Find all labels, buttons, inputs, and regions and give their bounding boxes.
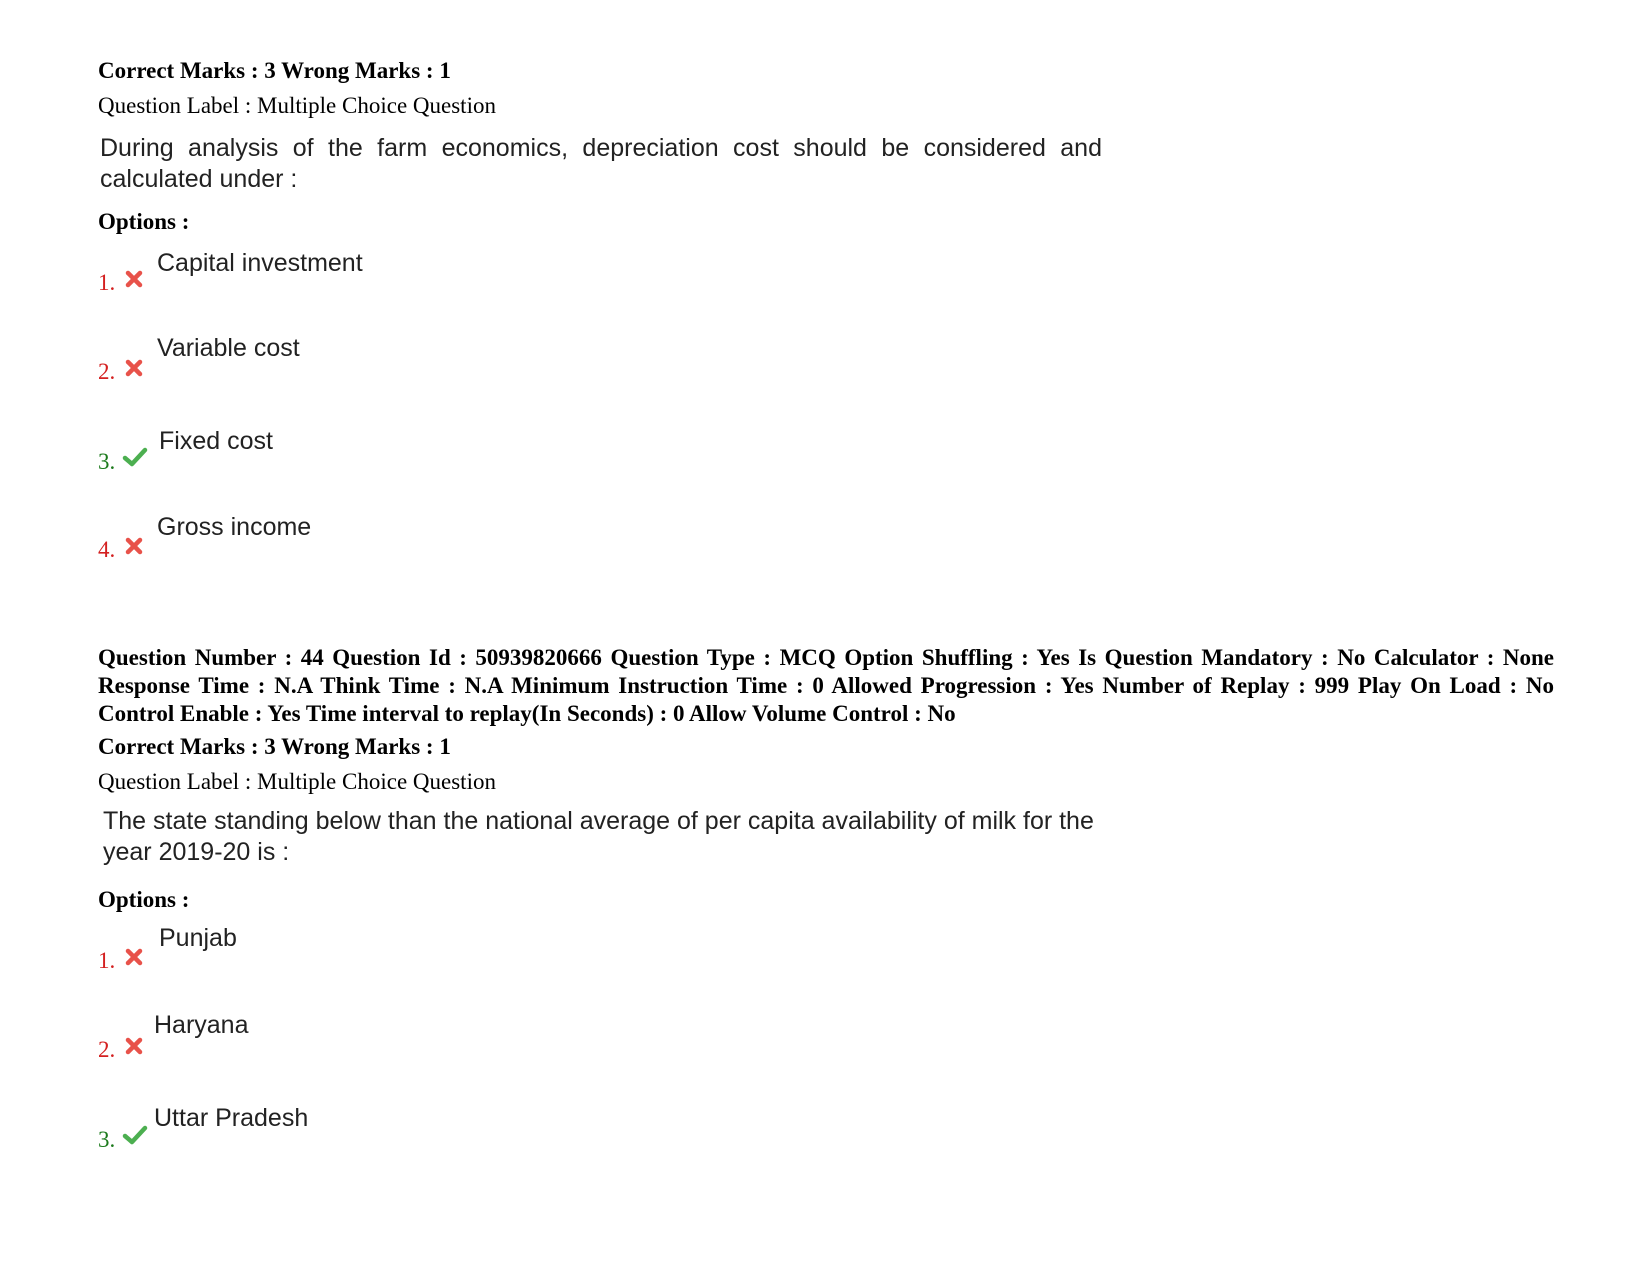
- q44-question-text: The state standing below than the national average of per capita availability of milk for the year 2019-20 is :: [103, 807, 1094, 866]
- cross-icon: [123, 357, 145, 379]
- q43-label: Question Label : Multiple Choice Question: [98, 93, 496, 118]
- q44-metadata: Question Number : 44 Question Id : 50939820666 Question Type : MCQ Option Shuffling : Yes Is Question Mandatory : No Calculator : None Response Time : N.A Think Time : N.A Minimum Instruction Time : 0 Allowed Progression : Yes Number of Replay : 999 Play On Load : No Control Enable : Yes Time interval to replay(In Seconds) : 0 Allow Volume Control : No: [98, 645, 1554, 726]
- q43-option-3-number: 3.: [98, 449, 116, 474]
- q44-option-3-text: Uttar Pradesh: [154, 1104, 309, 1132]
- checkmark-icon: [122, 446, 148, 468]
- q43-question-text: During analysis of the farm economics, depreciation cost should be considered and calculated under :: [100, 134, 1102, 193]
- q44-option-2-number: 2.: [98, 1037, 116, 1062]
- q43-option-2-number: 2.: [98, 359, 116, 384]
- q43-marks: Correct Marks : 3 Wrong Marks : 1: [98, 58, 451, 83]
- q44-option-1-text: Punjab: [159, 924, 237, 952]
- q43-options-heading: Options :: [98, 209, 190, 234]
- q44-marks: Correct Marks : 3 Wrong Marks : 1: [98, 734, 451, 759]
- q44-option-1-number: 1.: [98, 948, 116, 973]
- q43-option-2-text: Variable cost: [157, 334, 300, 362]
- cross-icon: [123, 946, 145, 968]
- checkmark-icon: [122, 1124, 148, 1146]
- q43-option-1-text: Capital investment: [157, 249, 363, 277]
- q43-option-1-number: 1.: [98, 270, 116, 295]
- q44-label: Question Label : Multiple Choice Question: [98, 769, 496, 794]
- cross-icon: [123, 535, 145, 557]
- q44-options-heading: Options :: [98, 887, 190, 912]
- q44-option-3-number: 3.: [98, 1127, 116, 1152]
- q43-option-4-number: 4.: [98, 537, 116, 562]
- q43-option-4-text: Gross income: [157, 513, 312, 541]
- cross-icon: [123, 268, 145, 290]
- q44-option-2-text: Haryana: [154, 1011, 249, 1039]
- cross-icon: [123, 1035, 145, 1057]
- q43-option-3-text: Fixed cost: [159, 427, 273, 455]
